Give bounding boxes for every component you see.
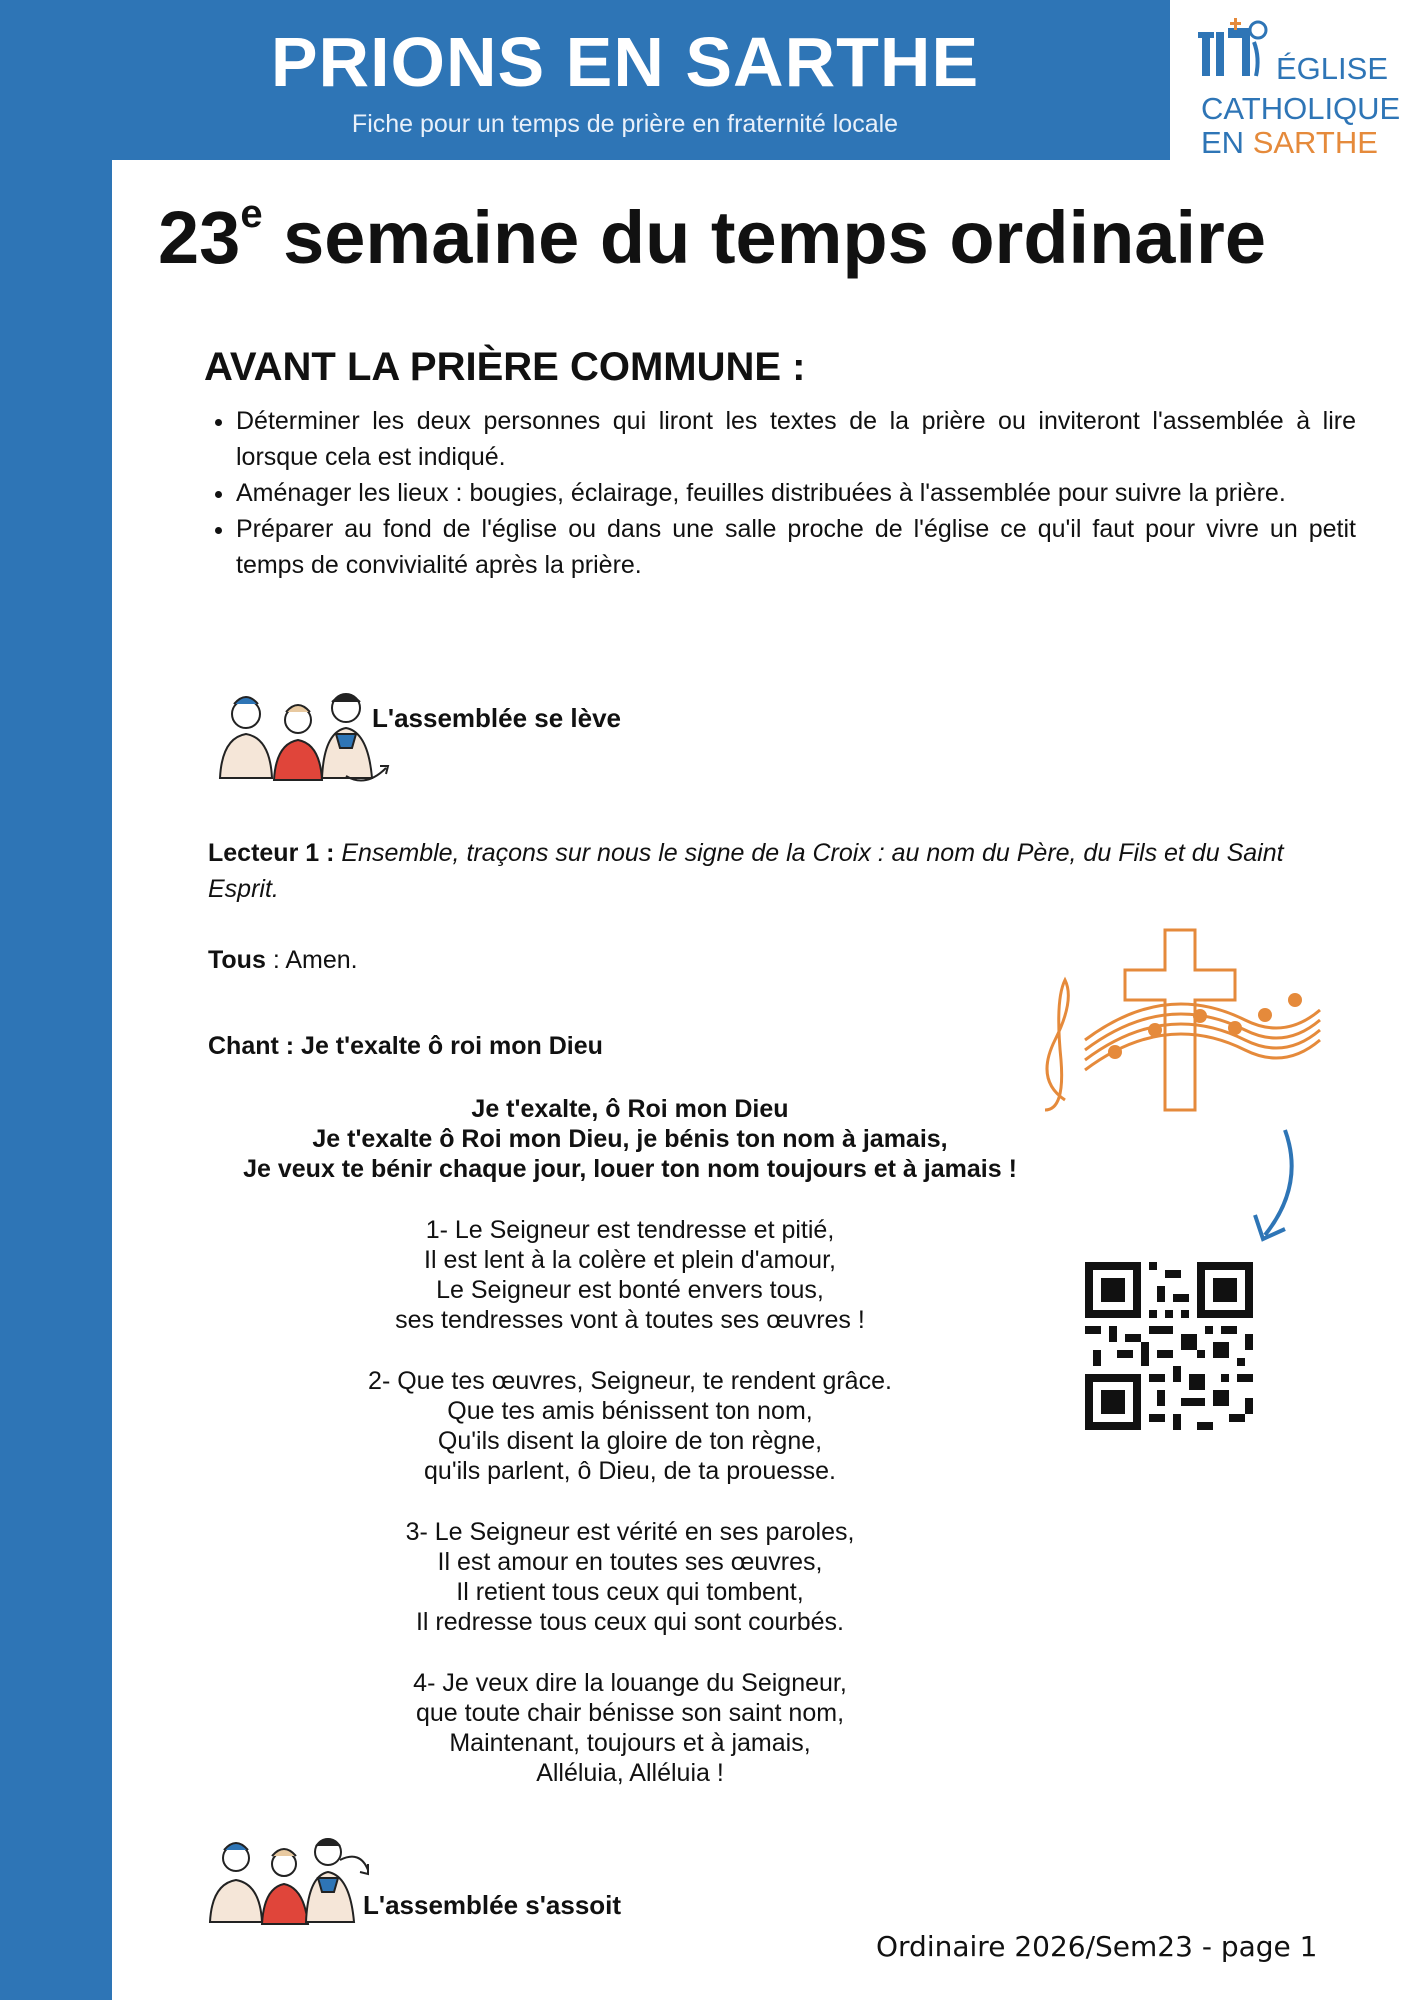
page-title: 23e semaine du temps ordinaire xyxy=(158,192,1266,279)
logo-line-catholique: CATHOLIQUE xyxy=(1201,91,1401,126)
left-blue-bar xyxy=(0,0,112,2000)
sit-instruction: L'assemblée s'assoit xyxy=(363,1890,622,1920)
logo-figure-icon xyxy=(1198,18,1278,88)
verse-2: 2- Que tes œuvres, Seigneur, te rendent grâce. Que tes amis bénissent ton nom, Qu'ils disent la gloire de ton règne, qu'ils parlent, ô Dieu, de ta prouesse. xyxy=(368,1367,892,1485)
stand-instruction: L'assemblée se lève xyxy=(372,703,622,733)
section-heading-avant: AVANT LA PRIÈRE COMMUNE : xyxy=(204,345,806,389)
verse-4: 4- Je veux dire la louange du Seigneur, que toute chair bénisse son saint nom, Maintenant, toujours et à jamais, Alléluia, Alléluia ! xyxy=(413,1669,847,1787)
verse-1: 1- Le Seigneur est tendresse et pitié, Il est lent à la colère et plein d'amour, Le Seigneur est bonté envers tous, ses tendresses vont à toutes ses œuvres ! xyxy=(395,1216,865,1334)
diocese-logo xyxy=(1196,18,1401,160)
chant-refrain: Je t'exalte, ô Roi mon Dieu Je t'exalte ô Roi mon Dieu, je bénis ton nom à jamais, Je veux te bénir chaque jour, louer ton nom toujours et à jamais ! xyxy=(243,1095,1017,1183)
assembly-sitting-icon xyxy=(200,1830,370,1930)
preparation-list xyxy=(204,403,1356,583)
logo-line-en-sarthe: EN SARTHE xyxy=(1201,125,1378,160)
lecteur-line: Lecteur 1 : Ensemble, traçons sur nous le signe de la Croix : au nom du Père, du Fils et du Saint Esprit. xyxy=(208,839,1284,903)
qr-code[interactable] xyxy=(1085,1262,1253,1430)
page-footer: Ordinaire 2026/Sem23 - page 1 xyxy=(876,1930,1318,1963)
logo-line-eglise: ÉGLISE xyxy=(1276,51,1388,86)
header-subtitle: Fiche pour un temps de prière en fraternité locale xyxy=(351,110,899,138)
chant-title: Chant : Je t'exalte ô roi mon Dieu xyxy=(208,1032,603,1060)
list-item: • Déterminer les deux personnes qui liront les textes de la prière ou inviteront l'assemblée à lire lorsque cela est indiqué. xyxy=(236,403,1356,475)
tous-line: Tous : Amen. xyxy=(208,946,358,974)
verse-3: 3- Le Seigneur est vérité en ses paroles, Il est amour en toutes ses œuvres, Il retient tous ceux qui tombent, Il redresse tous ceux qui sont courbés. xyxy=(405,1518,855,1636)
list-item: • Préparer au fond de l'église ou dans une salle proche de l'église ce qu'il faut pour vivre un petit temps de convivialité après la prière. xyxy=(236,511,1356,583)
header-title: PRIONS EN SARTHE xyxy=(270,23,980,101)
cross-music-icon xyxy=(1025,920,1325,1120)
list-item: • Aménager les lieux : bougies, éclairage, feuilles distribuées à l'assemblée pour suivre la prière. xyxy=(236,475,1356,511)
arrow-down-icon xyxy=(1245,1125,1305,1250)
